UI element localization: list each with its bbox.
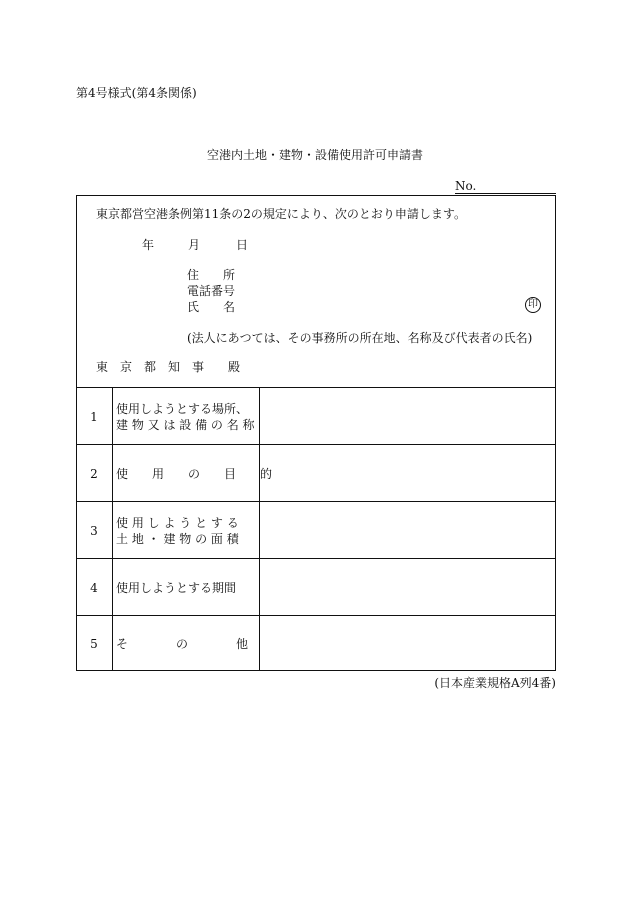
date-year: 年 (142, 238, 155, 252)
corporate-note: (法人にあつては、その事務所の所在地、名称及び代表者の氏名) (187, 331, 533, 345)
row-4-input[interactable] (260, 559, 555, 615)
row-number: 3 (90, 524, 98, 538)
row-label-line1: 使 用 し よ う と す る (116, 516, 239, 530)
name-label: 氏 名 (187, 300, 236, 314)
date-day: 日 (236, 238, 249, 252)
intro-statement: 東京都営空港条例第11条の2の規定により、次のとおり申請します。 (96, 207, 466, 221)
row-label-line1: 使用しようとする期間 (116, 581, 237, 595)
row-3-input[interactable] (260, 502, 555, 558)
date-month: 月 (188, 238, 201, 252)
row-label-line2: 土 地 ・ 建 物 の 面 積 (116, 532, 239, 546)
row-label-line1: 使用しようとする場所、 (116, 402, 249, 416)
form-number: 第4号様式(第4条関係) (76, 86, 197, 100)
paper-size-note: (日本産業規格A列4番) (434, 676, 556, 690)
address-label: 住 所 (187, 268, 236, 282)
row-number: 5 (90, 637, 98, 651)
row-1-input[interactable] (260, 388, 555, 444)
addressee: 東 京 都 知 事 殿 (96, 360, 241, 374)
row-2-input[interactable] (260, 445, 555, 501)
row-label-line1: 使 用 の 目 的 (116, 467, 273, 481)
row-label-line2: 建 物 又 は 設 備 の 名 称 (116, 418, 255, 432)
row-number: 4 (90, 581, 98, 595)
number-label: No. (455, 179, 477, 193)
application-number-field[interactable] (455, 179, 556, 194)
phone-label: 電話番号 (187, 284, 236, 298)
row-number: 1 (90, 410, 98, 424)
document-title: 空港内土地・建物・設備使用許可申請書 (206, 148, 423, 162)
row-5-input[interactable] (260, 616, 555, 670)
row-number: 2 (90, 467, 98, 481)
row-label-line1: そ の 他 (116, 637, 249, 651)
seal-mark: 印 (525, 297, 541, 313)
number-column-divider (112, 387, 113, 671)
